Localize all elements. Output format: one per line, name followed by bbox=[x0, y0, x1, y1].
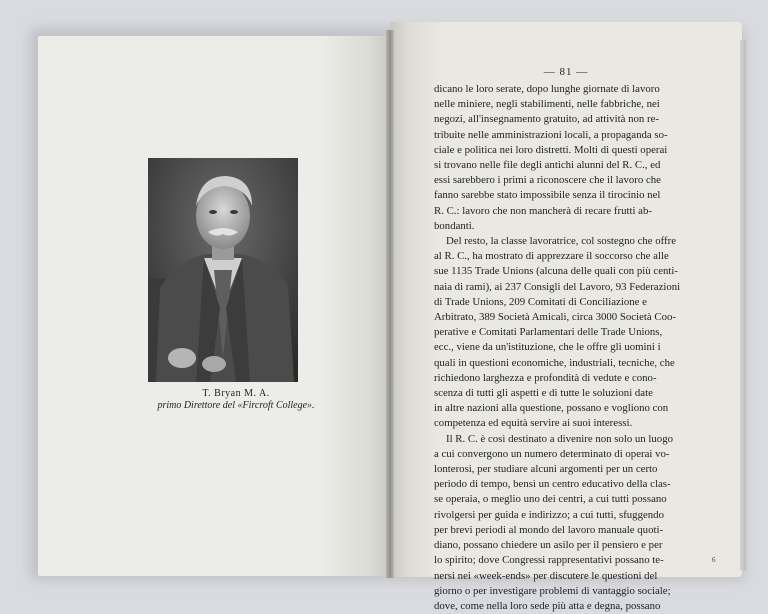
text-line: giorno o per investigare problemi di vantaggio sociale; bbox=[434, 584, 671, 597]
text-line: se operaia, o meglio uno dei centri, a cui tutti possano bbox=[434, 493, 667, 506]
text-line: ciale e politica nei loro distretti. Molti di questi operai bbox=[434, 143, 668, 156]
text-line: al R. C., ha mostrato di apprezzare il soccorso che alle bbox=[434, 250, 669, 263]
left-page bbox=[38, 36, 390, 576]
text-line: lonterosi, per studiare alcuni argomenti per un certo bbox=[434, 463, 658, 476]
body-text bbox=[434, 82, 716, 614]
caption-role: primo Direttore del «Fircroft College». bbox=[157, 400, 315, 411]
text-line: bondanti. bbox=[434, 219, 475, 232]
text-line: ecc., viene da un'istituzione, che le offre gli uomini i bbox=[434, 341, 661, 354]
text-line: lo spirito; dove Congressi rappresentativi possano te- bbox=[434, 554, 664, 567]
text-line: periodo di tempo, bensì un centro educativo della clas- bbox=[434, 478, 671, 491]
text-line: rivolgersi per guida e indirizzo; a cui tutti, sfuggendo bbox=[434, 508, 664, 521]
text-line: essi sarebbero i primi a riconoscere che il lavoro che bbox=[434, 174, 661, 187]
text-line: diano, possano chiedere un asilo per il pensiero e per bbox=[434, 539, 663, 552]
text-line: nersi nei «week-ends» per discutere le questioni del bbox=[434, 569, 658, 582]
text-line: quali in questioni economiche, industriali, tecniche, che bbox=[434, 356, 675, 369]
text-line: negozi, all'insegnamento gratuito, ad attività non re- bbox=[434, 113, 660, 126]
portrait-photo bbox=[148, 158, 298, 382]
text-line: scenza di tutti gli aspetti e di tutte le soluzioni date bbox=[434, 387, 653, 400]
text-line: R. C.: lavoro che non mancherà di recare frutti ab- bbox=[434, 204, 652, 217]
text-line: Il R. C. è così destinato a divenire non solo un luogo bbox=[446, 432, 674, 445]
text-line: richiedono larghezza e profondità di vedute e cono- bbox=[434, 371, 657, 384]
text-line: dicano le loro serate, dopo lunghe giornate di lavoro bbox=[434, 83, 660, 95]
text-line: fanno sarebbe stato impossibile senza il tirocinio nel bbox=[434, 189, 661, 202]
text-line: nelle miniere, negli stabilimenti, nelle fabbriche, nei bbox=[434, 98, 660, 111]
portrait-illustration bbox=[148, 158, 298, 382]
text-line: Arbitrato, 389 Società Amicali, circa 3000 Società Coo- bbox=[434, 311, 676, 324]
signature-mark: 6 bbox=[712, 556, 716, 564]
text-line: dove, come nella loro sede più atta e degna, possano bbox=[434, 599, 661, 612]
right-page bbox=[390, 22, 742, 612]
text-line: per brevi periodi al mondo del lavoro manuale quoti- bbox=[434, 523, 664, 536]
text-line: perative e Comitati Parlamentari delle Trade Unions, bbox=[434, 326, 663, 339]
caption-name: T. Bryan M. A. bbox=[202, 388, 270, 399]
text-line: tribuite nelle amministrazioni locali, a propaganda so- bbox=[434, 128, 668, 141]
text-line: in altre nazioni alla questione, possano e vogliono con bbox=[434, 402, 669, 415]
text-line: si trovano nelle file degli antichi alunni del R. C., ed bbox=[434, 159, 661, 172]
text-line: Del resto, la classe lavoratrice, col sostegno che offre bbox=[446, 235, 677, 248]
page-edges bbox=[740, 40, 746, 570]
text-line: competenza ed equità servire ai suoi interessi. bbox=[434, 417, 633, 430]
text-line: sue 1135 Trade Unions (alcuna delle quali con più centi- bbox=[434, 265, 678, 278]
book-gutter bbox=[386, 30, 394, 578]
text-line: a cui convergono un numero determinato di operai vo- bbox=[434, 447, 670, 460]
photo-caption bbox=[100, 388, 372, 412]
page-number: — 81 — bbox=[543, 66, 589, 78]
text-line: naia di rami), ai 237 Consigli del Lavoro, 93 Federazioni bbox=[434, 280, 681, 293]
text-line: di Trade Unions, 209 Comitati di Conciliazione e bbox=[434, 295, 647, 308]
